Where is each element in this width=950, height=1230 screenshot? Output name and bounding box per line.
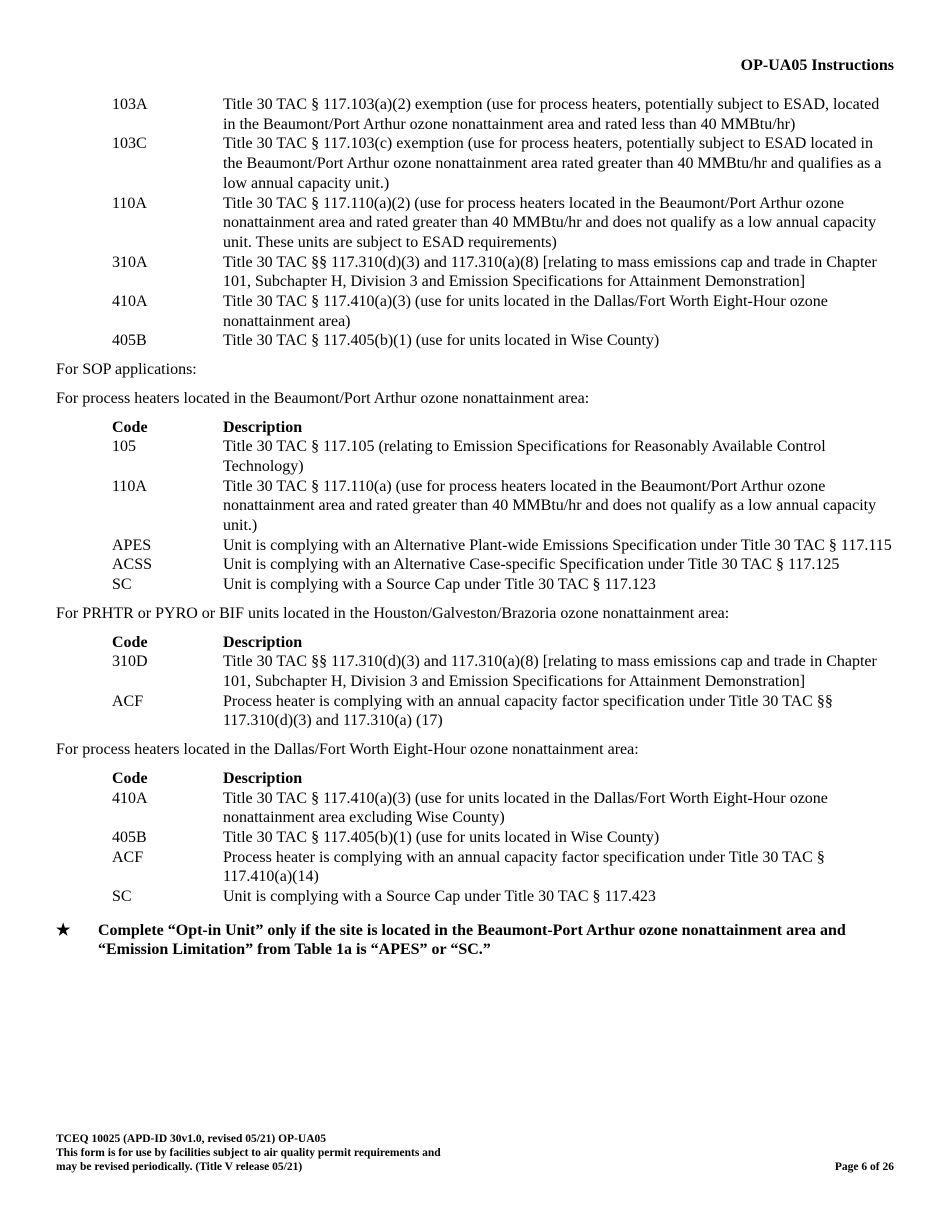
page-header-title: OP-UA05 Instructions (740, 57, 894, 74)
code-description: Title 30 TAC § 117.105 (relating to Emission Specifications for Reasonably Available Control Technology) (223, 438, 826, 475)
code-row (112, 331, 894, 351)
code-value: SC (112, 888, 132, 906)
code-value: 410A (112, 293, 148, 311)
code-value: 103C (112, 135, 147, 153)
code-description: Title 30 TAC § 117.410(a)(3) (use for units located in the Dallas/Fort Worth Eight-Hour ozone nonattainment area excluding Wise County) (223, 789, 828, 827)
table-header-row (112, 769, 894, 789)
code-value: 105 (112, 438, 136, 456)
table-row (112, 789, 894, 828)
table-row (112, 848, 894, 887)
section-dallas-fort-worth (56, 740, 894, 907)
code-value: ACSS (112, 556, 153, 574)
table-row (112, 477, 894, 536)
code-value: ACF (112, 692, 144, 710)
page-content (56, 95, 894, 960)
description-column-header: Description (223, 418, 303, 436)
code-row (112, 253, 894, 292)
code-description: Title 30 TAC § 117.405(b)(1) (use for units located in Wise County) (223, 828, 660, 846)
table-row (112, 692, 894, 731)
code-row (112, 95, 894, 134)
code-description: Title 30 TAC § 117.110(a) (use for process heaters located in the Beaumont/Port Arthur ozone nonattainment area and rated greater than 40 MMBtu/hr and does not qualify as a low annual capacity unit.) (223, 477, 877, 535)
code-value: ACF (112, 848, 144, 866)
star-icon: ★ (56, 921, 71, 939)
opt-in-note (56, 921, 894, 960)
table-row (112, 437, 894, 476)
code-description: Title 30 TAC § 117.103(a)(2) exemption (use for process heaters, potentially subject to ESAD, located in the Beaumont/Port Arthur ozone nonattainment area and rated less than 40 MMBtu/hr) (223, 96, 880, 133)
page-footer (56, 1132, 894, 1174)
section-beaumont-port-arthur (56, 389, 894, 595)
table-row (112, 536, 894, 556)
footer-form-id: TCEQ 10025 (APD-ID 30v1.0, revised 05/21) OP-UA05 (56, 1133, 327, 1145)
code-row (112, 194, 894, 253)
footer-disclaimer-line2: may be revised periodically. (Title V release 05/21) (56, 1161, 303, 1173)
code-description: Title 30 TAC § 117.110(a)(2) (use for process heaters located in the Beaumont/Port Arthur ozone nonattainment area and rated greater than 40 MMBtu/hr and does not qualify as a low annual capacity unit. These units are subject to ESAD requirements) (223, 194, 877, 251)
code-description: Process heater is complying with an annual capacity factor specification under Title 30 TAC §§ 117.310(d)(3) and 117.310(a) (17) (223, 692, 833, 730)
table-header-row (112, 418, 894, 438)
code-description: Title 30 TAC § 117.103(c) exemption (use for process heaters, potentially subject to ESAD located in the Beaumont/Port Arthur ozone nonattainment area rated greater than 40 MMBtu/hr and qualifies as a low annual capacity unit.) (223, 135, 882, 192)
code-value: 410A (112, 789, 148, 807)
code-column-header: Code (112, 769, 148, 787)
code-row (112, 292, 894, 331)
code-description: Title 30 TAC §§ 117.310(d)(3) and 117.310(a)(8) [relating to mass emissions cap and trade in Chapter 101, Subchapter H, Division 3 and Emission Specifications for Attainment Demonstration] (223, 253, 877, 291)
code-value: 103A (112, 96, 148, 113)
code-value: 405B (112, 828, 147, 846)
code-column-header: Code (112, 633, 148, 651)
code-row (112, 134, 894, 193)
section-intro: For process heaters located in the Dallas/Fort Worth Eight-Hour ozone nonattainment area: (56, 741, 639, 759)
code-description: Title 30 TAC § 117.410(a)(3) (use for units located in the Dallas/Fort Worth Eight-Hour ozone nonattainment area) (223, 293, 828, 330)
code-value: 405B (112, 332, 147, 350)
opt-in-note-text: Complete “Opt-in Unit” only if the site is located in the Beaumont-Port Arthur ozone nonattainment area and “Emission Limitation” from Table 1a is “APES” or “SC.” (98, 921, 846, 959)
code-description: Unit is complying with a Source Cap under Title 30 TAC § 117.123 (223, 576, 656, 594)
code-description: Title 30 TAC §§ 117.310(d)(3) and 117.310(a)(8) [relating to mass emissions cap and trade in Chapter 101, Subchapter H, Division 3 and Emission Specifications for Attainment Demonstration] (223, 653, 877, 690)
code-value: SC (112, 576, 132, 594)
section-intro: For PRHTR or PYRO or BIF units located in the Houston/Galveston/Brazoria ozone nonattainment area: (56, 604, 730, 622)
code-column-header: Code (112, 418, 148, 436)
code-value: 310A (112, 253, 148, 271)
intro-code-list (112, 95, 894, 351)
table-row (112, 575, 894, 595)
footer-form-info (56, 1132, 441, 1174)
code-description: Title 30 TAC § 117.405(b)(1) (use for units located in Wise County) (223, 332, 660, 350)
table-row (112, 652, 894, 691)
table-row (112, 555, 894, 575)
code-table (112, 633, 894, 732)
code-value: 310D (112, 653, 148, 671)
sop-applications-label: For SOP applications: (56, 361, 197, 379)
code-value: APES (112, 536, 152, 554)
footer-disclaimer-line1: This form is for use by facilities subject to air quality permit requirements and (56, 1147, 441, 1159)
code-description: Unit is complying with a Source Cap under Title 30 TAC § 117.423 (223, 888, 656, 906)
table-header-row (112, 633, 894, 653)
code-value: 110A (112, 194, 147, 212)
section-intro: For process heaters located in the Beaumont/Port Arthur ozone nonattainment area: (56, 389, 590, 407)
description-column-header: Description (223, 769, 303, 787)
code-value: 110A (112, 477, 147, 495)
code-description: Process heater is complying with an annual capacity factor specification under Title 30 TAC § 117.410(a)(14) (223, 848, 825, 886)
description-column-header: Description (223, 633, 303, 651)
code-description: Unit is complying with an Alternative Plant-wide Emissions Specification under Title 30 TAC § 117.115 (223, 536, 892, 554)
table-row (112, 828, 894, 848)
page-number: Page 6 of 26 (834, 1161, 894, 1173)
section-houston-galveston-brazoria (56, 604, 894, 731)
table-row (112, 887, 894, 907)
code-table (112, 769, 894, 907)
code-description: Unit is complying with an Alternative Case-specific Specification under Title 30 TAC § 117.125 (223, 556, 840, 574)
code-table (112, 418, 894, 595)
